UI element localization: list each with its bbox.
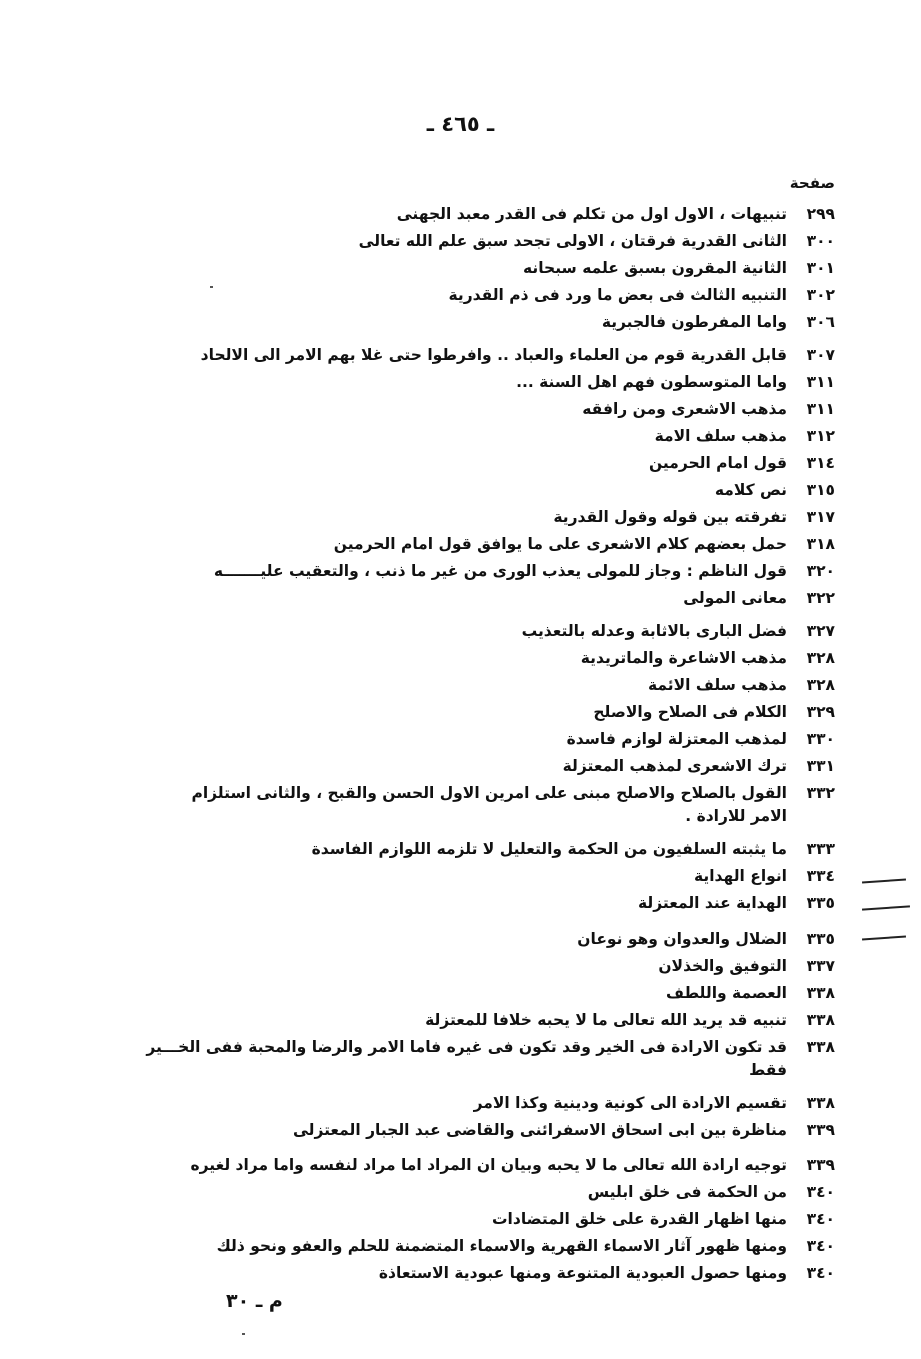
toc-entry <box>217 1234 835 1258</box>
toc-page-number: ٣٢٨ <box>806 676 835 694</box>
toc-entry <box>397 202 835 226</box>
toc-entry-text: واما المفرطون فالجبرية <box>601 313 787 331</box>
toc-page-number: ٣٣٩ <box>806 1156 835 1174</box>
toc-entry-text: مذهب الاشعرى ومن رافقه <box>582 400 787 418</box>
toc-page-number: ٣٣٨ <box>806 1011 835 1029</box>
margin-pen-mark <box>862 878 906 883</box>
toc-entry-text: قابل القدرية قوم من العلماء والعباد .. وافرطوا حتى غلا بهم الامر الى الالحاد <box>200 346 787 364</box>
toc-page-number: ٣٢٧ <box>806 622 835 640</box>
toc-page-number: ٣٣٢ <box>806 784 835 802</box>
toc-page-number: ٣١٤ <box>806 454 835 472</box>
toc-page-number: ٣٣٨ <box>806 1038 835 1056</box>
toc-page-number: ٣٢٩ <box>806 703 835 721</box>
toc-page-number: ٢٩٩ <box>806 205 835 223</box>
toc-entry <box>474 1091 835 1115</box>
toc-entry <box>715 478 835 502</box>
margin-pen-mark <box>862 935 906 940</box>
toc-entry <box>516 370 835 394</box>
toc-entry <box>694 864 835 888</box>
toc-entry <box>666 981 835 1005</box>
toc-page-number: ٣٣٠ <box>806 730 835 748</box>
toc-page-number: ٣٣١ <box>806 757 835 775</box>
toc-page-number: ٣٢٨ <box>806 649 835 667</box>
toc-entry-text: مناظرة بين ابى اسحاق الاسفرائنى والقاضى عبد الجبار المعتزلى <box>292 1121 787 1139</box>
toc-entry <box>582 397 835 421</box>
toc-page-number: ٣٤٠ <box>806 1237 835 1255</box>
toc-entry-text: من الحكمة فى خلق ابليس <box>587 1183 787 1201</box>
toc-entry <box>649 451 835 475</box>
toc-page-number: ٣١٧ <box>806 508 835 526</box>
toc-entry-text: قول امام الحرمين <box>648 454 787 472</box>
toc-page-number: ٣١٢ <box>806 427 835 445</box>
toc-entry <box>334 532 835 556</box>
toc-entry-text: انواع الهداية <box>694 867 787 885</box>
toc-entry <box>563 754 835 778</box>
toc-entry <box>146 1035 835 1085</box>
toc-page-number: ٣٢٠ <box>806 562 835 580</box>
toc-entry <box>593 700 835 724</box>
toc-entry <box>658 954 835 978</box>
toc-entry <box>293 1118 835 1142</box>
toc-page-number: ٣١١ <box>806 400 835 418</box>
toc-page-number: ٣٠٧ <box>806 346 835 364</box>
toc-page-number: ٣٣٣ <box>806 840 835 858</box>
toc-entry <box>523 256 835 280</box>
toc-entry-text: قول الناظم : وجاز للمولى يعذب الورى من غير ما ذنب ، والتعقيب عليـــــــه <box>213 562 787 580</box>
margin-pen-mark <box>862 905 910 910</box>
toc-entry-text: منها اظهار القدرة على خلق المتضادات <box>491 1210 787 1228</box>
toc-page-number: ٣١١ <box>806 373 835 391</box>
toc-page-number: ٣٠٢ <box>806 286 835 304</box>
toc-entry-text: الثانى القدرية فرقتان ، الاولى تجحد سبق علم الله تعالى <box>358 232 787 250</box>
toc-entry-text: تقسيم الارادة الى كونية ودينية وكذا الامر <box>473 1094 787 1112</box>
toc-entry-continuation: الامر للارادة . <box>685 807 787 825</box>
toc-entry-text: الضلال والعدوان وهو نوعان <box>577 930 787 948</box>
page-number: ـ ٤٦٥ ـ <box>426 112 495 136</box>
toc-page-number: ٣٠٦ <box>806 313 835 331</box>
toc-entry <box>655 424 835 448</box>
toc-entry-text: التوفيق والخذلان <box>658 957 787 975</box>
toc-entry-text: العصمة واللطف <box>666 984 787 1002</box>
toc-entry <box>201 343 835 367</box>
toc-entry <box>588 1180 835 1204</box>
toc-entry <box>602 310 835 334</box>
scan-speck <box>242 1333 245 1335</box>
toc-entry-text: نص كلامه <box>714 481 787 499</box>
toc-entry <box>648 673 835 697</box>
toc-entry-text: ومنها ظهور آثار الاسماء القهرية والاسماء المتضمنة للحلم والعفو ونحو ذلك <box>216 1237 787 1255</box>
toc-entry-text: حمل بعضهم كلام الاشعرى على ما يوافق قول امام الحرمين <box>333 535 787 553</box>
toc-entry <box>683 586 835 610</box>
signature-mark: م ـ ٣٠ <box>226 1290 283 1312</box>
toc-entry-text: تفرقته بين قوله وقول القدرية <box>553 508 787 526</box>
toc-entry <box>214 559 835 583</box>
toc-entry-text: ترك الاشعرى لمذهب المعتزلة <box>562 757 787 775</box>
toc-entry <box>190 1153 835 1177</box>
toc-entry <box>359 229 835 253</box>
toc-entry-text: تنبيه قد يريد الله تعالى ما لا يحبه خلافا للمعتزلة <box>425 1011 787 1029</box>
toc-entry <box>553 505 835 529</box>
toc-entry <box>581 646 835 670</box>
toc-page-number: ٣٠١ <box>806 259 835 277</box>
toc-entry-text: مذهب الاشاعرة والماتريدية <box>580 649 787 667</box>
toc-entry-text: لمذهب المعتزلة لوازم فاسدة <box>566 730 787 748</box>
toc-page-number: ٣٣٨ <box>806 1094 835 1112</box>
toc-entry-text: معانى المولى <box>683 589 787 607</box>
toc-entry-text: الكلام فى الصلاح والاصلح <box>593 703 787 721</box>
toc-entry-text: القول بالصلاح والاصلح مبنى على امرين الاول الحسن والقبح ، والثانى استلزام <box>191 784 787 802</box>
toc-entry-text: ما يثبته السلفيون من الحكمة والتعليل لا تلزمه اللوازم الفاسدة <box>311 840 787 858</box>
toc-entry <box>492 1207 835 1231</box>
toc-entry <box>425 1008 835 1032</box>
toc-page-number: ٣٤٠ <box>806 1264 835 1282</box>
toc-entry-text: مذهب سلف الائمة <box>648 676 787 694</box>
toc-entry <box>191 781 835 831</box>
toc-entry <box>638 891 835 915</box>
toc-page-number: ٣٣٧ <box>806 957 835 975</box>
toc-page-number: ٣٣٥ <box>806 930 835 948</box>
toc-page-number: ٣٤٠ <box>806 1210 835 1228</box>
toc-page-number: ٣٣٩ <box>806 1121 835 1139</box>
toc-entry <box>312 837 835 861</box>
toc-entry-text: ومنها حصول العبودية المتنوعة ومنها عبودية الاستعاذة <box>378 1264 787 1282</box>
toc-entry <box>522 619 835 643</box>
toc-page-number: ٣٣٥ <box>806 894 835 912</box>
toc-entry-text: الهداية عند المعتزلة <box>638 894 787 912</box>
toc-page-number: ٣٣٨ <box>806 984 835 1002</box>
toc-page-number: ٣١٨ <box>806 535 835 553</box>
column-header-page: صفحة <box>789 174 835 192</box>
toc-page-number: ٣٤٠ <box>806 1183 835 1201</box>
toc-entry <box>379 1261 835 1285</box>
toc-page-number: ٣٠٠ <box>806 232 835 250</box>
toc-entry-text: فضل البارى بالاثابة وعدله بالتعذيب <box>521 622 787 640</box>
toc-entry <box>448 283 835 307</box>
toc-page-number: ٣٢٢ <box>806 589 835 607</box>
toc-entry-text: توجيه ارادة الله تعالى ما لا يحبه وبيان ان المراد اما مراد لنفسه واما مراد لغيره <box>190 1156 787 1174</box>
toc-entry-text: تنبيهات ، الاول اول من تكلم فى القدر معبد الجهنى <box>396 205 787 223</box>
toc-page-number: ٣٣٤ <box>806 867 835 885</box>
toc-entry-text: الثانية المقرون بسبق علمه سبحانه <box>523 259 787 277</box>
toc-entry-continuation: فقط <box>749 1061 787 1079</box>
toc-page-number: ٣١٥ <box>806 481 835 499</box>
toc-entry-text: قد تكون الارادة فى الخير وقد تكون فى غيره فاما الامر والرضا والمحبة ففى الخـــير <box>146 1038 787 1056</box>
toc-entry-text: واما المتوسطون فهم اهل السنة ... <box>516 373 787 391</box>
scan-speck <box>210 286 213 288</box>
toc-entry-text: مذهب سلف الامة <box>654 427 787 445</box>
toc-entry-text: التنبيه الثالث فى بعض ما ورد فى ذم القدرية <box>448 286 787 304</box>
toc-entry <box>567 727 835 751</box>
toc-entry <box>577 927 835 951</box>
